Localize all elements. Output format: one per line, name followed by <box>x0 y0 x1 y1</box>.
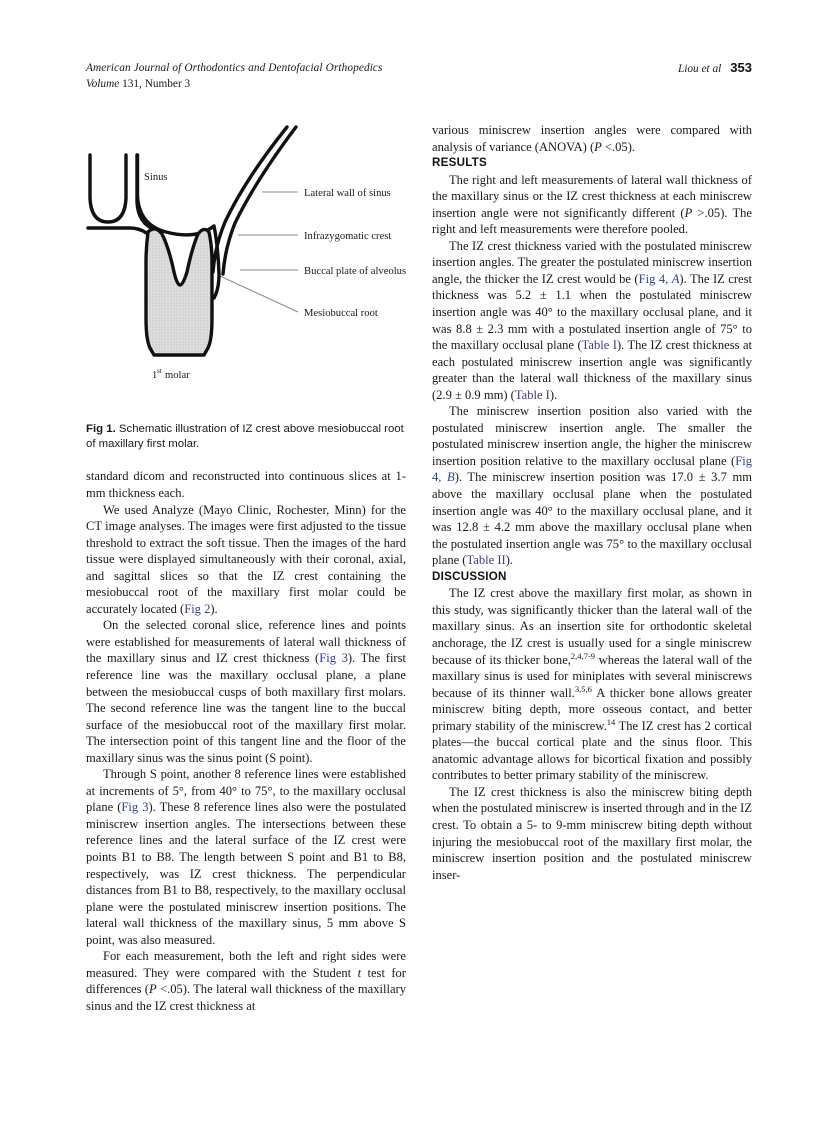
text-run: On the selected coronal slice, reference lines and points were established for measurements of lateral wall thickness of the maxillary sinus and IZ crest thickness ( <box>86 618 406 666</box>
page-number: 353 <box>730 60 752 75</box>
text-run: various miniscrew insertion angles were compared with analysis of variance (ANOVA) ( <box>432 123 752 154</box>
right-column <box>432 122 752 883</box>
xref-label: Fig 4, <box>638 271 672 286</box>
volume-label: Volume <box>86 78 120 90</box>
text-run: ). <box>505 553 514 568</box>
text-run: ). <box>549 387 558 402</box>
text-run: ). The miniscrew insertion position was 17.0 ± 3.7 mm above the maxillary occlusal plane when the postulated insertion angle was 40° to the maxillary occlusal plane, and it was 12.8 ± 4.2 mm above the maxillary occlusal plane when the postulated insertion angle was 75° to the maxillary occlusal plane ( <box>432 470 752 568</box>
heading-results: RESULTS <box>432 156 487 170</box>
figure-label-first-molar <box>152 367 190 381</box>
first-molar-shape <box>146 229 212 355</box>
citation-ref-3-5-6[interactable]: 3,5,6 <box>574 683 592 694</box>
p-value-symbol: P <box>149 982 157 997</box>
xref-fig-2[interactable]: Fig 2 <box>184 601 211 616</box>
text-run: whereas the lateral wall of the maxillary sinus is used for miniplates with several miniscrews because of its thinner wall. <box>432 652 753 700</box>
paragraph-discussion-biting-depth <box>432 784 752 883</box>
paragraph-results-pooled <box>432 172 752 238</box>
figure-label-infrazygomatic-crest: Infrazygomatic crest <box>304 231 392 242</box>
running-head <box>86 60 752 94</box>
text-run: ). <box>210 601 218 616</box>
paragraph-anova <box>432 122 752 155</box>
text-run: The IZ crest thickness varied with the postulated miniscrew insertion angles. The greater the postulated miniscrew insertion angle, the thicker the IZ crest would be ( <box>432 238 752 286</box>
figure-label-buccal-plate: Buccal plate of alveolus <box>304 266 406 277</box>
figure-1-illustration <box>86 122 406 418</box>
xref-fig-3-second[interactable]: Fig 3 <box>121 800 149 815</box>
figure-1 <box>86 122 406 418</box>
xref-panel-letter: A <box>671 271 680 286</box>
paragraph-methods-continued <box>86 468 406 501</box>
paragraph-discussion-bone-thickness <box>432 585 752 784</box>
text-run: ). The IZ crest thickness was 5.2 ± 1.1 when the postulated miniscrew insertion angle was 40° to the maxillary occlusal plane, and it was 8.8 ± 2.3 mm with a postulated insertion angle of 75° to the maxillary occlusal plane ( <box>432 271 752 353</box>
paragraph-reference-lines <box>86 766 406 948</box>
running-head-volume <box>86 76 190 92</box>
figure-caption-text: Schematic illustration of IZ crest above mesiobuccal root of maxillary first molar. <box>86 423 404 451</box>
xref-fig-4-a[interactable] <box>639 272 680 286</box>
text-run: The IZ crest above the maxillary first molar, as shown in this study, was significantly thicker than the lateral wall of the maxillary sinus. As an insertion site for orthodontic skeletal anchorage, the IZ crest is usually used for a single miniscrew because of its thicker bone, <box>432 586 752 667</box>
paragraph-statistics-left <box>86 948 406 1014</box>
text-run: ). The first reference line was the maxillary occlusal plane, a plane between the mesiobuccal cusps of both maxillary first molars. The second reference line was the tangent line to the buccal surface of the mesiobuccal root of the maxillary first molar. The intersection point of this tangent line and the floor of the maxillary sinus was the sinus point (S point). <box>86 651 406 765</box>
citation-ref-2-4-7-9[interactable]: 2,4,7-9 <box>570 650 596 661</box>
text-run: >.05). The right and left measurements were therefore pooled. <box>432 205 752 237</box>
running-head-authors-page <box>678 60 752 77</box>
text-run: For each measurement, both the left and right sides were measured. They were compared with the Student <box>86 949 406 980</box>
paragraph-analyze-software <box>86 502 406 618</box>
xref-table-1-second[interactable]: Table I <box>514 387 550 402</box>
running-head-authors: Liou et al <box>677 63 722 75</box>
paragraph-coronal-slice <box>86 617 406 766</box>
text-run: Through S point, another 8 reference lines were established at increments of 5°, from 40° to 75°, to the maxillary occlusal plane ( <box>86 767 406 815</box>
left-column <box>86 122 406 1014</box>
paragraph-results-iz-thickness <box>432 238 752 403</box>
paragraph-results-insertion-position <box>432 403 752 568</box>
text-run: The IZ crest has 2 cortical plates—the buccal cortical plate and the sinus floor. This anatomic advantage allows for bicortical fixation and possibly contributes to better primary stability of the miniscrew. <box>432 718 752 783</box>
figure-label-mesiobuccal-root: Mesiobuccal root <box>304 308 378 319</box>
p-value-symbol: P <box>684 205 693 220</box>
first-molar-word: molar <box>165 370 190 381</box>
t-test-symbol: t <box>357 965 362 980</box>
figure-label-sinus: Sinus <box>144 172 168 183</box>
text-run: test for differences ( <box>86 965 406 997</box>
figure-label-lateral-wall: Lateral wall of sinus <box>304 188 391 199</box>
xref-panel-letter: B <box>447 470 455 485</box>
heading-discussion: DISCUSSION <box>432 569 507 583</box>
text-run: ). These 8 reference lines also were the postulated miniscrew insertion angles. The intersections between these reference lines and the lateral surface of the IZ crest were points B1 to B8. The length between S point and B1 to B8, respectively, was IZ crest thickness. The perpendicular distances from B1 to B8, respectively, to the maxillary occlusal plane were the postulated miniscrew insertion positions. The lateral wall thickness of the maxillary sinus, 5 mm above S point, was also measured. <box>86 800 406 947</box>
xref-table-1-first[interactable]: Table I <box>581 338 617 353</box>
text-run: The IZ crest thickness is also the miniscrew biting depth when the postulated miniscrew is inserted through and in the IZ crest. To obtain a 5- to 9-mm miniscrew biting depth without injuring the mesiobuccal root of the maxillary first molar, the miniscrew insertion position and the postulated miniscrew inser- <box>432 784 752 882</box>
figure-1-caption <box>86 422 406 452</box>
running-head-journal-title: American Journal of Orthodontics and Dentofacial Orthopedics <box>86 62 383 74</box>
xref-label: Fig 4, <box>432 453 752 485</box>
first-molar-numeral: 1 <box>152 370 158 381</box>
text-run: <.05). <box>601 139 636 154</box>
xref-fig-3-first[interactable]: Fig 3 <box>319 651 348 666</box>
text-run: <.05). The lateral wall thickness of the maxillary sinus and the IZ crest thickness at <box>86 982 406 1013</box>
figure-caption-label: Fig 1. <box>86 423 116 435</box>
volume-number: 131, Number 3 <box>122 78 191 90</box>
text-run: A thicker bone allows greater miniscrew biting depth, more osseous contact, and better primary stability of the miniscrew. <box>432 685 752 733</box>
text-run: ). The IZ crest thickness at each postulated miniscrew insertion angle was significantly greater than the lateral wall thickness of the maxillary sinus (2.9 ± 0.9 mm) ( <box>432 338 753 402</box>
text-run: The right and left measurements of lateral wall thickness of the maxillary sinus or the IZ crest thickness at each miniscrew insertion angle were not significantly different ( <box>432 172 752 220</box>
text-run: We used Analyze (Mayo Clinic, Rochester, Minn) for the CT image analyses. The images were first adjusted to the tissue threshold to extract the soft tissue. Then the images of the hard tissue were displayed simultaneously with their coronal, axial, and sagittal slices so that the IZ crest containing the mesiobuccal root of the maxillary first molar could be accurately located ( <box>86 502 406 616</box>
p-value-symbol: P <box>594 139 602 154</box>
text-run: standard dicom and reconstructed into continuous slices at 1-mm thickness each. <box>86 469 406 500</box>
first-molar-ordinal-suffix: st <box>157 367 162 375</box>
xref-table-2[interactable]: Table II <box>466 553 506 568</box>
citation-ref-14[interactable]: 14 <box>606 716 616 727</box>
text-run: The miniscrew insertion position also varied with the postulated miniscrew insertion angle. The smaller the postulated miniscrew insertion angle, the higher the miniscrew insertion position relative to the maxillary occlusal plane ( <box>432 404 752 468</box>
